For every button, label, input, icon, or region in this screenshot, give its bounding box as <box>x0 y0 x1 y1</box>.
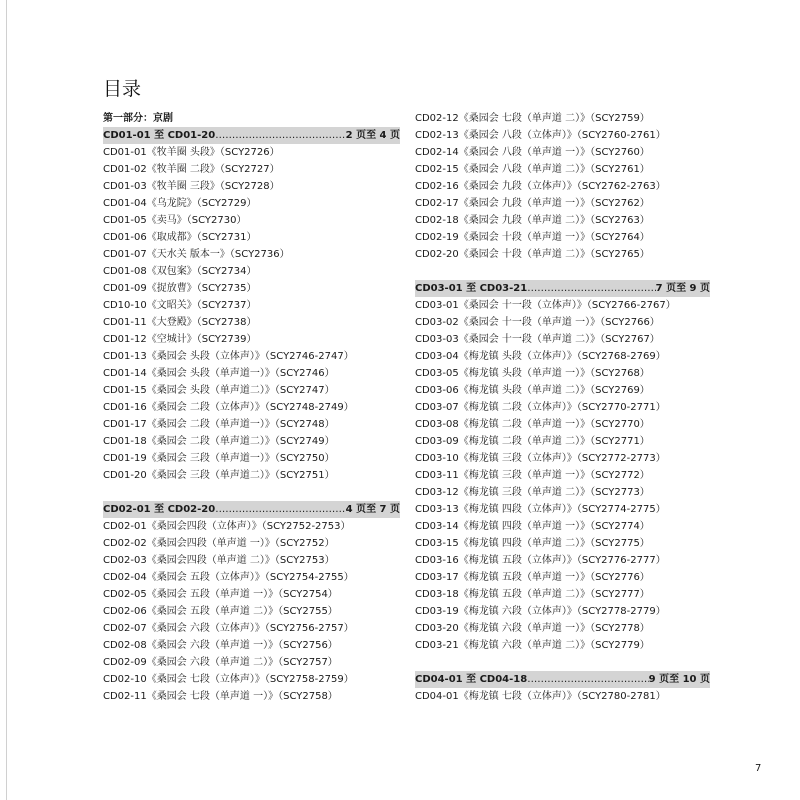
toc-entry[interactable]: CD02-17《桑园会 九段（单声道 一）》（SCY2762） <box>415 198 650 209</box>
toc-entry[interactable]: CD03-12《梅龙镇 三段（单声道 二）》（SCY2773） <box>415 487 650 498</box>
toc-entry[interactable]: CD02-08《桑园会 六段（单声道 一）》（SCY2756） <box>103 640 338 651</box>
toc-entry[interactable]: CD03-05《梅龙镇 头段（单声道 一）》（SCY2768） <box>415 368 650 379</box>
toc-entry[interactable]: CD04-01《梅龙镇 七段（立体声）》（SCY2780-2781） <box>415 691 666 702</box>
section-heading-pages: 4 页至 7 页 <box>345 504 400 515</box>
toc-entry[interactable]: CD10-10《文昭关》（SCY2737） <box>103 300 257 311</box>
toc-entry[interactable]: CD01-08《双包案》（SCY2734） <box>103 266 257 277</box>
toc-entry[interactable]: CD01-02《牧羊圈 二段》（SCY2727） <box>103 164 280 175</box>
toc-left-column <box>103 110 400 705</box>
toc-entry[interactable]: CD01-20《桑园会 三段（单声道二）》（SCY2751） <box>103 470 335 481</box>
page-title: 目录 <box>103 78 142 100</box>
section-heading-label: CD04-01 至 CD04-18 <box>415 674 528 685</box>
toc-entry[interactable]: CD02-09《桑园会 六段（单声道 二）》（SCY2757） <box>103 657 338 668</box>
toc-entry[interactable]: CD03-19《梅龙镇 六段（立体声）》（SCY2778-2779） <box>415 606 666 617</box>
toc-right-column <box>415 110 710 705</box>
toc-entry[interactable]: CD03-18《梅龙镇 五段（单声道 二）》（SCY2777） <box>415 589 650 600</box>
toc-entry[interactable]: CD02-05《桑园会 五段（单声道 一）》（SCY2754） <box>103 589 338 600</box>
toc-entry[interactable]: CD01-17《桑园会 二段（单声道一）》（SCY2748） <box>103 419 335 430</box>
dot-leader <box>527 280 655 297</box>
page-number: 7 <box>755 763 762 774</box>
toc-entry[interactable]: CD02-12《桑园会 七段（单声道 二）》（SCY2759） <box>415 113 650 124</box>
section-heading-pages: 9 页至 10 页 <box>648 674 710 685</box>
toc-entry[interactable]: CD02-01《桑园会四段（立体声）》（SCY2752-2753） <box>103 521 351 532</box>
toc-entry[interactable]: CD01-03《牧羊圈 三段》（SCY2728） <box>103 181 280 192</box>
toc-entry[interactable]: CD02-18《桑园会 九段（单声道 二）》（SCY2763） <box>415 215 650 226</box>
section-heading-pages: 7 页至 9 页 <box>655 283 710 294</box>
toc-entry[interactable]: CD01-04《乌龙院》（SCY2729） <box>103 198 257 209</box>
toc-entry[interactable]: CD03-15《梅龙镇 四段（单声道 二）》（SCY2775） <box>415 538 650 549</box>
section-spacer <box>415 263 710 280</box>
section-heading-pages: 2 页至 4 页 <box>345 130 400 141</box>
section-heading-label: CD03-01 至 CD03-21 <box>415 283 528 294</box>
toc-entry[interactable]: CD03-20《梅龙镇 六段（单声道 一）》（SCY2778） <box>415 623 650 634</box>
section-heading-cd01[interactable] <box>103 127 400 144</box>
toc-entry[interactable]: CD02-07《桑园会 六段（立体声）》（SCY2756-2757） <box>103 623 354 634</box>
toc-entry[interactable]: CD03-06《梅龙镇 头段（单声道 二）》（SCY2769） <box>415 385 650 396</box>
toc-entry[interactable]: CD03-13《梅龙镇 四段（立体声）》（SCY2774-2775） <box>415 504 666 515</box>
dot-leader <box>215 127 345 144</box>
toc-entry[interactable]: CD02-20《桑园会 十段（单声道 二）》（SCY2765） <box>415 249 650 260</box>
toc-entry[interactable]: CD01-11《大登殿》（SCY2738） <box>103 317 257 328</box>
section-heading-label: CD01-01 至 CD01-20 <box>103 130 216 141</box>
toc-entry[interactable]: CD01-18《桑园会 二段（单声道二）》（SCY2749） <box>103 436 335 447</box>
toc-entry[interactable]: CD03-16《梅龙镇 五段（立体声）》（SCY2776-2777） <box>415 555 666 566</box>
toc-entry[interactable]: CD02-15《桑园会 八段（单声道 二）》（SCY2761） <box>415 164 650 175</box>
toc-entry[interactable]: CD02-06《桑园会 五段（单声道 二）》（SCY2755） <box>103 606 338 617</box>
toc-entry[interactable]: CD03-07《梅龙镇 二段（立体声）》（SCY2770-2771） <box>415 402 666 413</box>
section-heading-label: CD02-01 至 CD02-20 <box>103 504 216 515</box>
dot-leader <box>215 501 345 518</box>
toc-entry[interactable]: CD01-14《桑园会 头段（单声道一）》（SCY2746） <box>103 368 335 379</box>
toc-entry[interactable]: CD02-13《桑园会 八段（立体声）》（SCY2760-2761） <box>415 130 666 141</box>
toc-entry[interactable]: CD02-16《桑园会 九段（立体声）》（SCY2762-2763） <box>415 181 666 192</box>
toc-entry[interactable]: CD02-10《桑园会 七段（立体声）》（SCY2758-2759） <box>103 674 354 685</box>
page-edge <box>6 0 7 800</box>
toc-entry-list-cd04 <box>415 688 710 705</box>
toc-entry[interactable]: CD01-09《捉放曹》（SCY2735） <box>103 283 257 294</box>
section-heading-cd04[interactable] <box>415 671 710 688</box>
dot-leader <box>527 671 648 688</box>
toc-entry[interactable]: CD03-10《梅龙镇 三段（立体声）》（SCY2772-2773） <box>415 453 666 464</box>
toc-entry[interactable]: CD03-21《梅龙镇 六段（单声道 二）》（SCY2779） <box>415 640 650 651</box>
toc-entry[interactable]: CD02-19《桑园会 十段（单声道 一）》（SCY2764） <box>415 232 650 243</box>
toc-entry[interactable]: CD03-14《梅龙镇 四段（单声道 一）》（SCY2774） <box>415 521 650 532</box>
section-spacer <box>415 654 710 671</box>
section-spacer <box>103 484 400 501</box>
toc-entry[interactable]: CD02-14《桑园会 八段（单声道 一）》（SCY2760） <box>415 147 650 158</box>
toc-entry[interactable]: CD01-07《天水关 版本一》（SCY2736） <box>103 249 290 260</box>
toc-entry[interactable]: CD03-17《梅龙镇 五段（单声道 一）》（SCY2776） <box>415 572 650 583</box>
section-heading-cd03[interactable] <box>415 280 710 297</box>
toc-entry[interactable]: CD01-12《空城计》（SCY2739） <box>103 334 257 345</box>
toc-entry[interactable]: CD03-01《桑园会 十一段（立体声）》（SCY2766-2767） <box>415 300 676 311</box>
toc-entry-list-cd02 <box>103 518 400 705</box>
toc-entry[interactable]: CD01-01《牧羊圈 头段》（SCY2726） <box>103 147 280 158</box>
toc-entry[interactable]: CD01-16《桑园会 二段（立体声）》（SCY2748-2749） <box>103 402 354 413</box>
toc-entry[interactable]: CD02-02《桑园会四段（单声道 一）》（SCY2752） <box>103 538 335 549</box>
toc-entry-list-cd01 <box>103 144 400 484</box>
toc-entry[interactable]: CD01-15《桑园会 头段（单声道二）》（SCY2747） <box>103 385 335 396</box>
toc-entry[interactable]: CD03-09《梅龙镇 二段（单声道 二）》（SCY2771） <box>415 436 650 447</box>
toc-entry[interactable]: CD01-06《取成都》（SCY2731） <box>103 232 257 243</box>
toc-entry[interactable]: CD03-02《桑园会 十一段（单声道 一）》（SCY2766） <box>415 317 660 328</box>
toc-entry[interactable]: CD02-04《桑园会 五段（立体声）》（SCY2754-2755） <box>103 572 354 583</box>
toc-entry[interactable]: CD03-08《梅龙镇 二段（单声道 一）》（SCY2770） <box>415 419 650 430</box>
toc-entry[interactable]: CD02-11《桑园会 七段（单声道 一）》（SCY2758） <box>103 691 338 702</box>
toc-entry[interactable]: CD02-03《桑园会四段（单声道 二）》（SCY2753） <box>103 555 335 566</box>
toc-entry[interactable]: CD01-13《桑园会 头段（立体声）》（SCY2746-2747） <box>103 351 354 362</box>
toc-entry[interactable]: CD01-05《卖马》（SCY2730） <box>103 215 247 226</box>
toc-entry[interactable]: CD01-19《桑园会 三段（单声道一）》（SCY2750） <box>103 453 335 464</box>
toc-entry[interactable]: CD03-11《梅龙镇 三段（单声道 一）》（SCY2772） <box>415 470 650 481</box>
part-heading: 第一部分：京剧 <box>103 113 173 124</box>
toc-entry[interactable]: CD03-03《桑园会 十一段（单声道 二）》（SCY2767） <box>415 334 660 345</box>
toc-entry[interactable]: CD03-04《梅龙镇 头段（立体声）》（SCY2768-2769） <box>415 351 666 362</box>
toc-entry-list-cd03 <box>415 297 710 654</box>
section-heading-cd02[interactable] <box>103 501 400 518</box>
toc-entry-list-cd02-continued <box>415 110 710 263</box>
